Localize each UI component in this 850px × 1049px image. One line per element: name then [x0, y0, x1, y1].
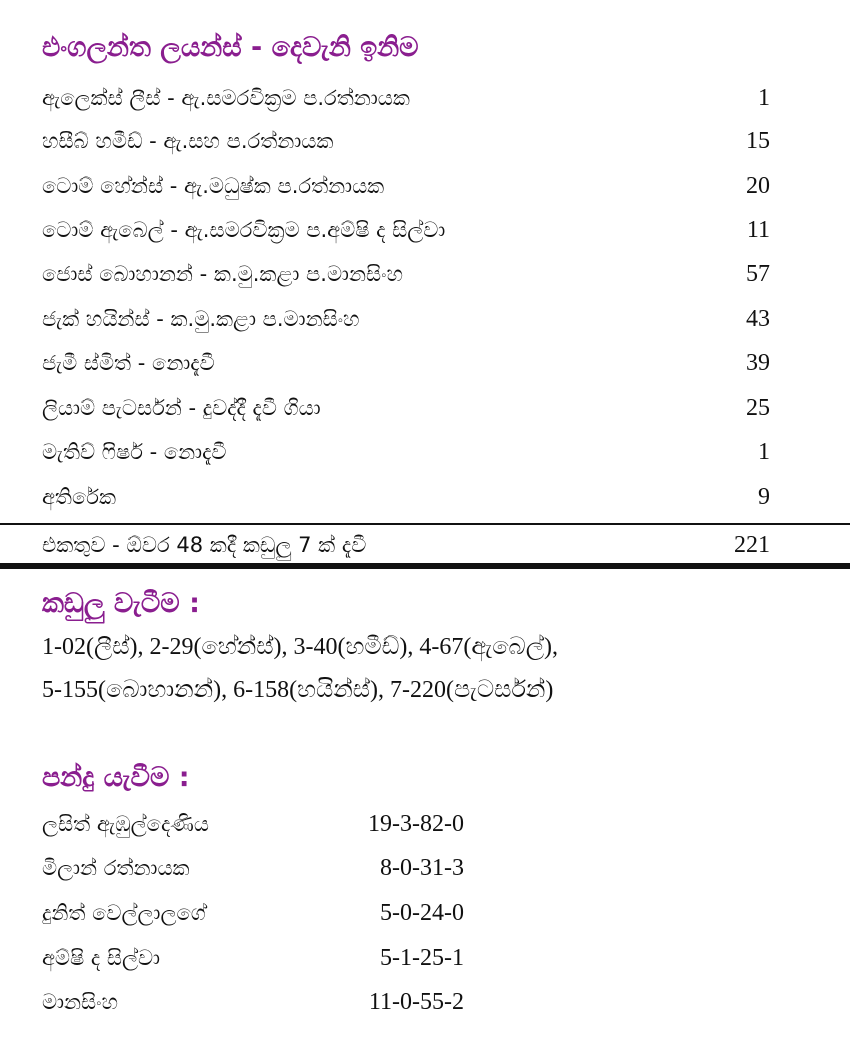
bowling-row: [42, 982, 502, 1022]
batting-row: [42, 78, 770, 118]
batter-runs: 20: [746, 172, 770, 199]
batter-name: ටොම් ඇබෙල් - ඇ.සමරවික්‍රම ප.අම්ෂි ද සිල්වා: [42, 217, 446, 242]
batter-runs: 25: [746, 394, 770, 421]
batting-row: [42, 388, 770, 428]
bowling-title: පන්දු යැවීම :: [42, 762, 190, 793]
extras-label: අතිරේක: [42, 484, 117, 509]
bowling-row: [42, 938, 502, 978]
batting-row: [42, 166, 770, 206]
fow-text: 5-155(බොහානන්), 6-158(හයින්ස්), 7-220(පැටර්සන්): [42, 677, 554, 703]
batting-row: [42, 299, 770, 339]
bowler-name: අම්ෂි ද සිල්වා: [42, 946, 161, 970]
batter-runs: 43: [746, 305, 770, 332]
bowler-name: මානසිංහ: [42, 990, 119, 1014]
extras-row: [42, 477, 770, 517]
batter-runs: 1: [758, 84, 770, 111]
fall-of-wickets-title: කඩුලු වැටීම :: [42, 588, 200, 619]
batter-name: ලියාම් පැටර්සන් - දුවද්දී දැවී ගියා: [42, 395, 321, 420]
bowler-name: ලසිත් ඇඹුල්දෙණිය: [42, 812, 209, 836]
batter-name: ජැක් හයින්ස් - ක.මු.කළා ප.මානසිංහ: [42, 306, 360, 331]
bowler-figures: 11-0-55-2: [368, 989, 464, 1015]
innings-title: එංගලන්ත ලයන්ස් - දෙවැනි ඉනිම: [42, 32, 419, 63]
bowler-name: මිලාන් රත්නායක: [42, 856, 190, 880]
batter-runs: 39: [746, 349, 770, 376]
fall-of-wickets-line: [42, 630, 558, 664]
batting-row: [42, 121, 770, 161]
total-divider-bottom: [0, 563, 850, 569]
batting-row: [42, 254, 770, 294]
batter-name: මැතිව් ෆිෂර් - නොදැවී: [42, 439, 227, 464]
bowler-name: දුනිත් වෙල්ලාලගේ: [42, 901, 206, 925]
bowler-figures: 5-1-25-1: [380, 945, 464, 971]
total-label: එකතුව - ඕවර 48 කදී කඩුලු 7 ක් දැවී: [42, 532, 367, 557]
batting-row: [42, 210, 770, 250]
batter-runs: 15: [746, 127, 770, 154]
batter-runs: 1: [758, 438, 770, 465]
bowler-figures: 19-3-82-0: [368, 811, 464, 837]
bowling-row: [42, 804, 502, 844]
bowler-figures: 8-0-31-3: [380, 855, 464, 881]
extras-runs: 9: [758, 483, 770, 510]
total-runs: 221: [734, 531, 770, 558]
batter-name: හසීබ් හමීඩ් - ඇ.සහ ප.රත්නායක: [42, 128, 334, 153]
batting-row: [42, 432, 770, 472]
bowling-row: [42, 893, 502, 933]
batting-row: [42, 343, 770, 383]
bowler-figures: 5-0-24-0: [380, 900, 464, 926]
fall-of-wickets-line: [42, 673, 553, 707]
batter-name: ටොම් හේන්ස් - ඇ.මධුෂ්ක ප.රත්නායක: [42, 173, 385, 198]
batter-name: ජොස් බොහානන් - ක.මු.කළා ප.මානසිංහ: [42, 261, 403, 286]
batter-name: ඇලෙක්ස් ලීස් - ඇ.සමරවික්‍රම ප.රත්නායක: [42, 85, 410, 110]
batter-name: ජැමී ස්මිත් - නොදැවී: [42, 350, 215, 375]
fow-text: 1-02(ලීස්), 2-29(හේන්ස්), 3-40(හමීඩ්), 4-67(ඇබෙල්),: [42, 634, 559, 660]
bowling-row: [42, 848, 502, 888]
total-row: [42, 525, 770, 565]
batter-runs: 57: [746, 260, 770, 287]
batter-runs: 11: [746, 216, 770, 243]
